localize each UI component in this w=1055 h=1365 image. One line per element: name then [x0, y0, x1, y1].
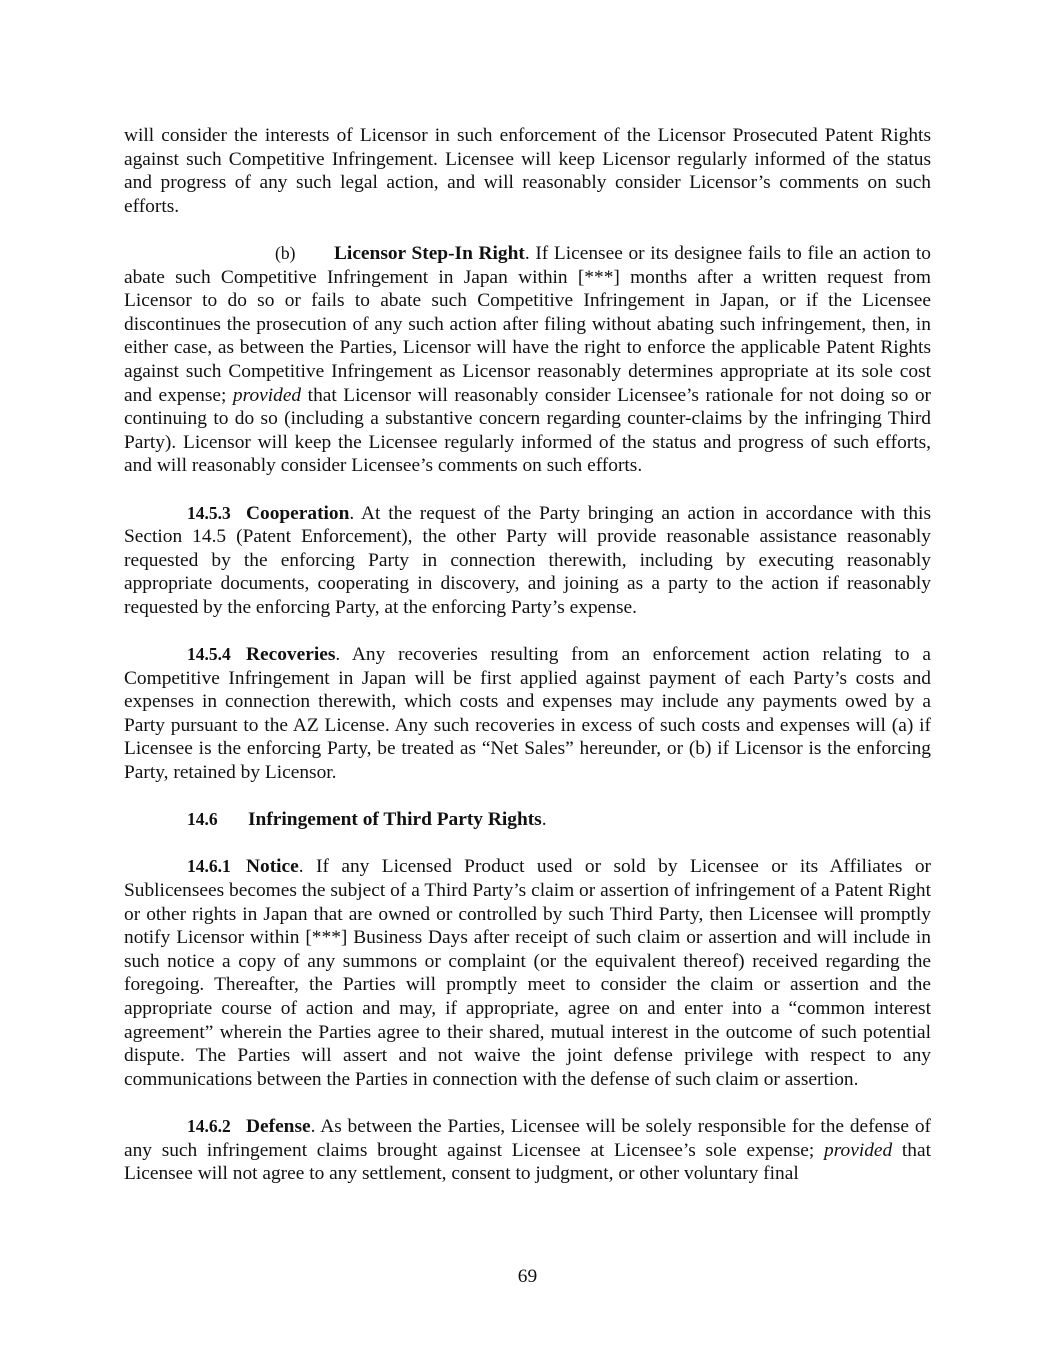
- paragraph-text: . If any Licensed Product used or sold by Licensee or its Affiliates or Sublicensees becomes the subject of a Third Party’s claim or assertion of infringement of a Patent Right or other rights in Japan that are owned or controlled by such Third Party, then Licensee will promptly notify Licensor within [***] Business Days after receipt of such claim or assertion and will include in such notice a copy of any summons or complaint (or the equivalent thereof) received regarding the foregoing. Thereafter, the Parties will promptly meet to consider the claim or assertion and the appropriate course of action and may, if appropriate, agree on and enter into a “common interest agreement” wherein the Parties agree to their shared, mutual interest in the outcome of such potential dispute. The Parties will assert and not waive the joint defense privilege with respect to any communications between the Parties in connection with the defense of such claim or assertion.: [124, 856, 931, 1090]
- section-number: 14.6: [187, 809, 218, 830]
- section-number: 14.6.1: [187, 856, 231, 877]
- document-page: [124, 124, 931, 1209]
- heading-infringement-third-party-rights: [124, 808, 931, 832]
- paragraph-defense: [124, 1115, 931, 1186]
- paragraph-notice: [124, 855, 931, 1091]
- paragraph-text: . Any recoveries resulting from an enforcement action relating to a Competitive Infringement in Japan will be first applied against payment of each Party’s costs and expenses in connection therewith, which costs and expenses may include any payments owed by a Party pursuant to the AZ License. Any such recoveries in excess of such costs and expenses will (a) if Licensee is the enforcing Party, be treated as “Net Sales” hereunder, or (b) if Licensor is the enforcing Party, retained by Licensor.: [124, 644, 931, 784]
- paragraph-cooperation: [124, 502, 931, 620]
- section-title: Defense: [246, 1115, 311, 1137]
- paragraph-text: . As between the Parties, Licensee will be solely responsible for the defense of any such infringement claims brought against Licensee at Licensee’s sole expense;: [124, 1115, 931, 1161]
- subsection-label: (b): [275, 242, 296, 263]
- italic-term: provided: [232, 384, 302, 406]
- paragraph-text: that Licensor will reasonably consider Licensee’s rationale for not doing so or continuing to do so (including a substantive concern regarding counter-claims by the infringing Third Party). Licensor will keep the Licensee regularly informed of the status and progress of such efforts, and will reasonably consider Licensee’s comments on such efforts.: [124, 384, 932, 477]
- section-title: Recoveries: [246, 644, 336, 666]
- paragraph-text: . If Licensee or its designee fails to file an action to abate such Competitive Infringement in Japan within [***] months after a written request from Licensor to do so or fails to abate such Competitive Infringement in Japan, or if the Licensee discontinues the prosecution of any such action after filing without abating such infringement, then, in either case, as between the Parties, Licensor will have the right to enforce the applicable Patent Rights against such Competitive Infringement as Licensor reasonably determines appropriate at its sole cost and expense;: [124, 242, 931, 406]
- paragraph-text: . At the request of the Party bringing an action in accordance with this Section 14.5 (Patent Enforcement), the other Party will provide reasonable assistance reasonably requested by the enforcing Party in connection therewith, including by executing reasonably appropriate documents, cooperating in discovery, and joining as a party to the action if reasonably requested by the enforcing Party, at the enforcing Party’s expense.: [124, 502, 931, 618]
- paragraph-text: will consider the interests of Licensor in such enforcement of the Licensor Prosecuted Patent Rights against such Competitive Infringement. Licensee will keep Licensor regularly informed of the status and progress of any such legal action, and will reasonably consider Licensor’s comments on such efforts.: [124, 125, 931, 217]
- paragraph-continuation: [124, 124, 931, 218]
- section-number: 14.5.3: [187, 502, 231, 523]
- section-number: 14.5.4: [187, 644, 231, 665]
- page-number: 69: [517, 1266, 538, 1287]
- section-title: Notice: [246, 856, 299, 878]
- paragraph-recoveries: [124, 643, 931, 785]
- paragraph-text: that Licensee will not agree to any settlement, consent to judgment, or other voluntary final: [124, 1139, 931, 1185]
- section-title: Cooperation: [246, 502, 350, 524]
- italic-term: provided: [824, 1139, 893, 1161]
- section-title: Infringement of Third Party Rights: [248, 809, 542, 831]
- subsection-title: Licensor Step-In Right: [334, 242, 525, 264]
- paragraph-licensor-step-in-right: [124, 242, 931, 478]
- paragraph-text: .: [541, 809, 547, 831]
- section-number: 14.6.2: [187, 1115, 231, 1136]
